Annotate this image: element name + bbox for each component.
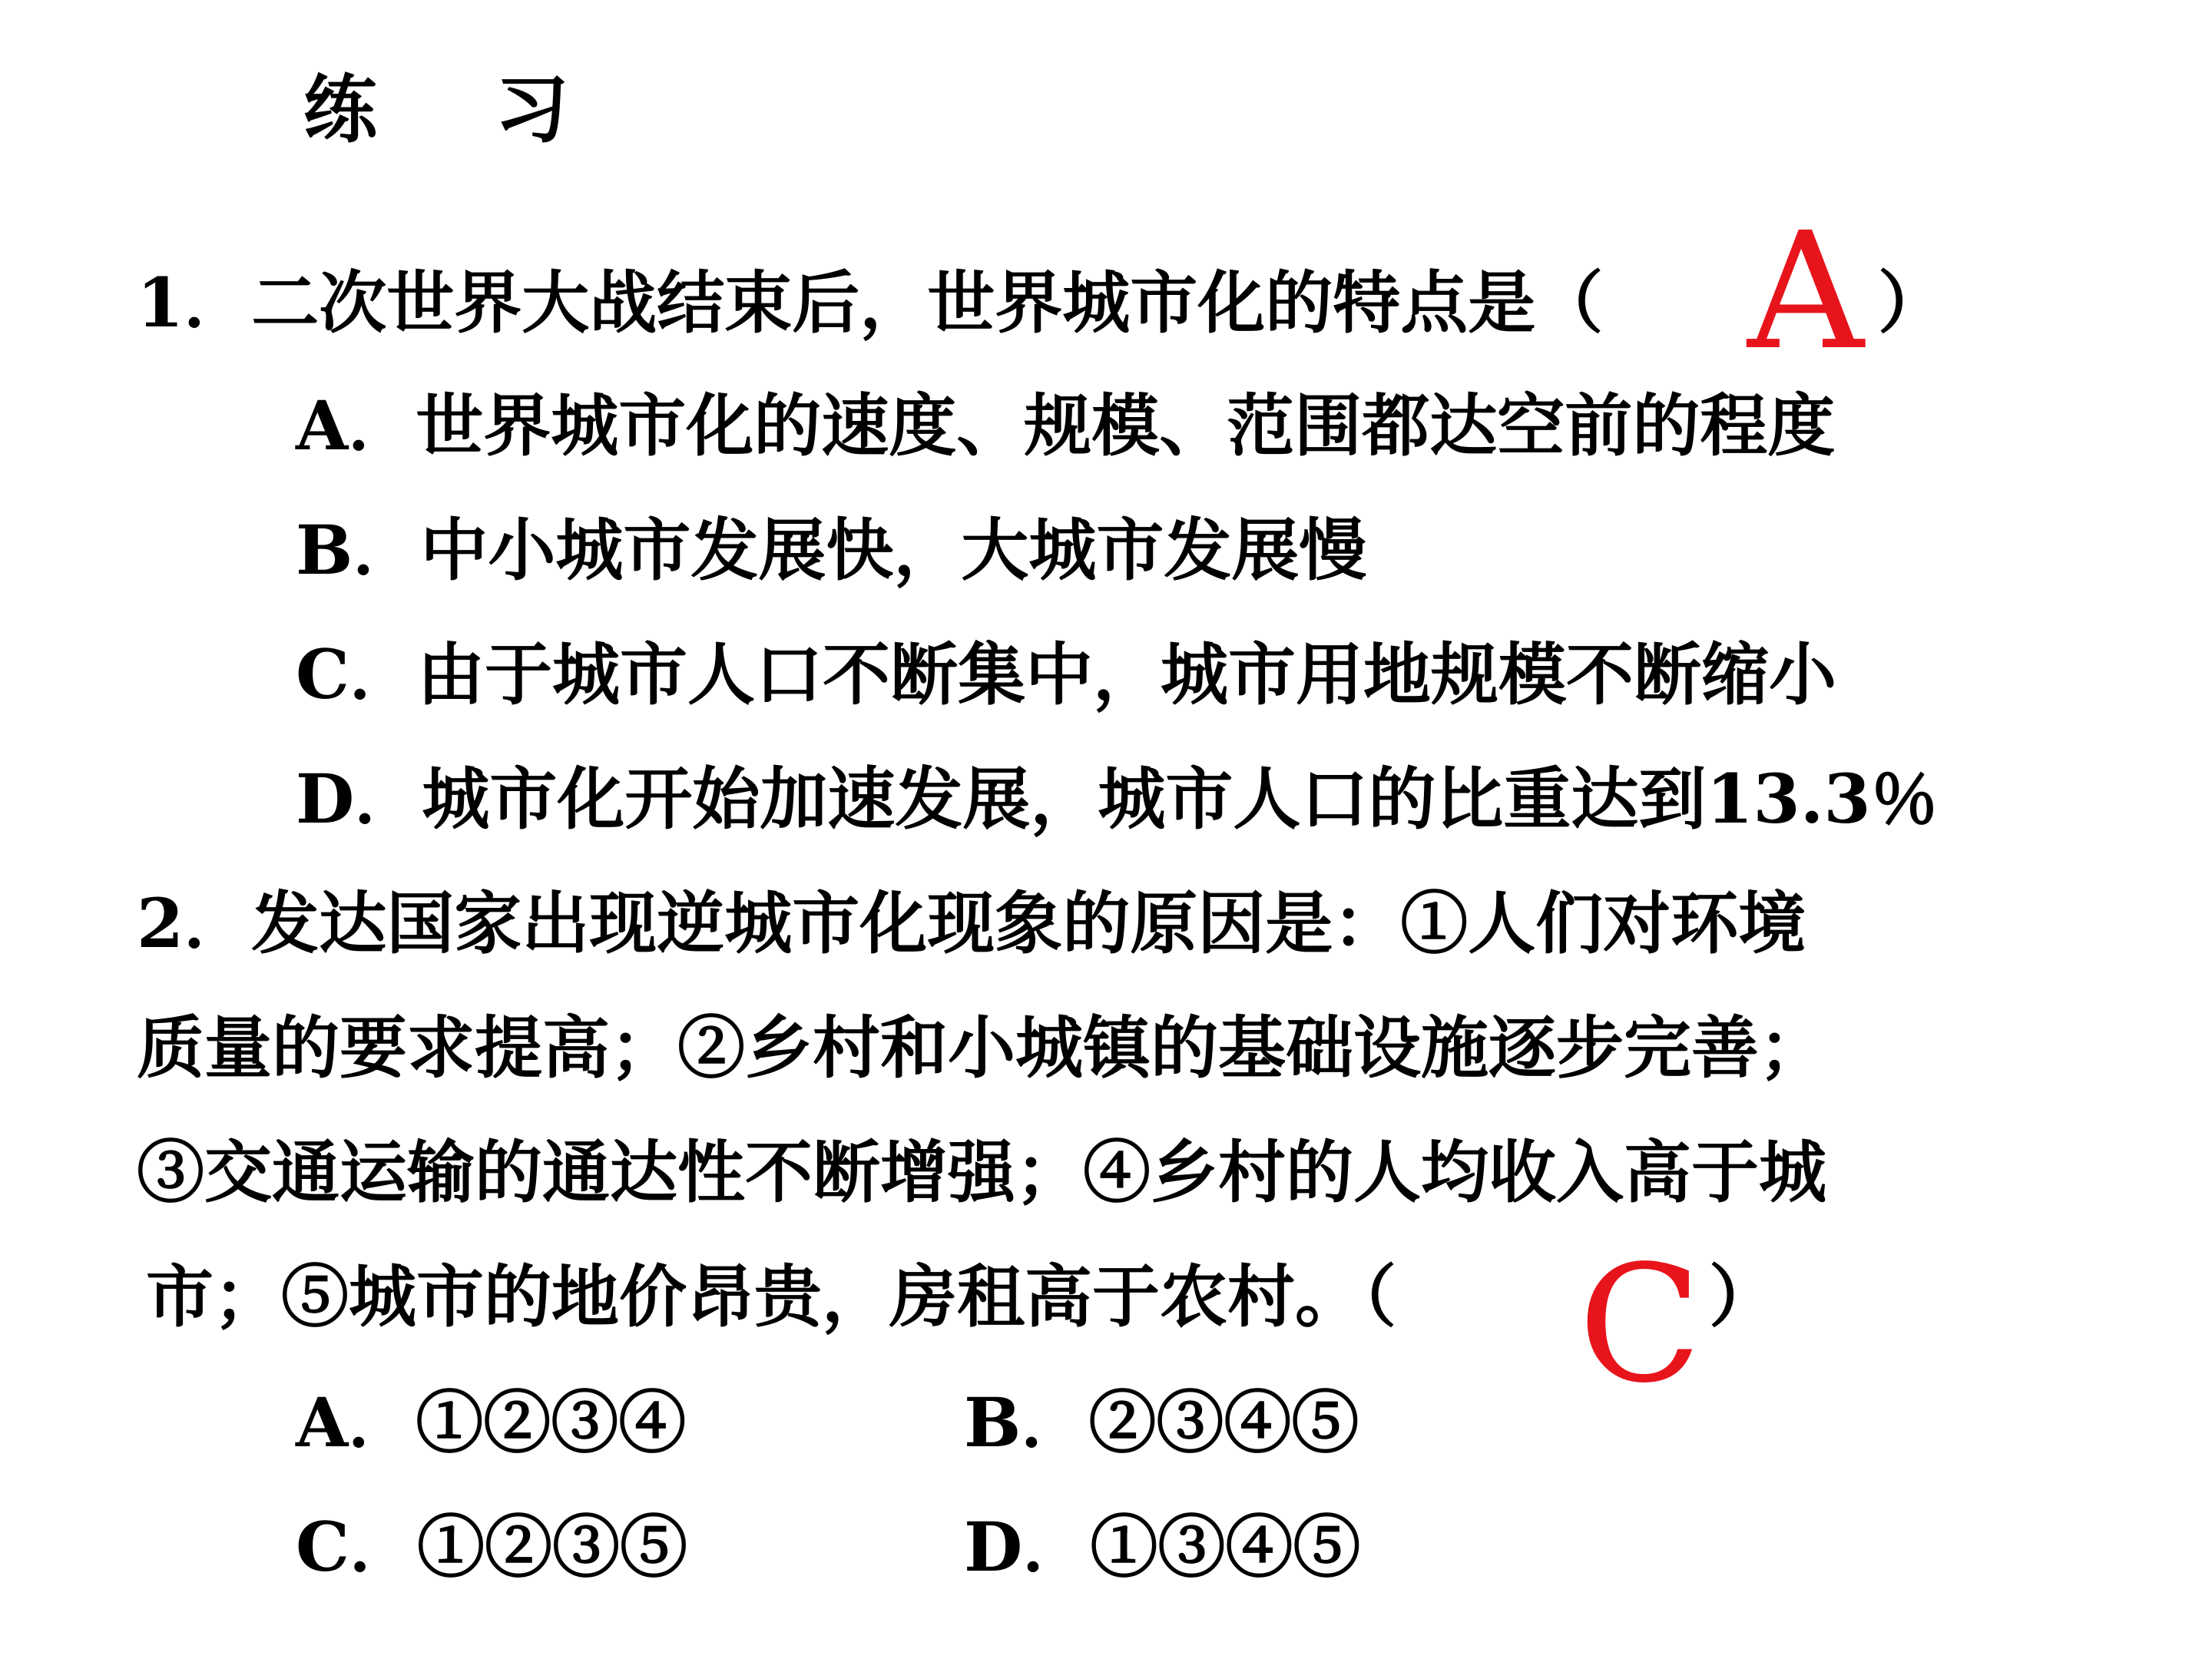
q2-option-b: B．②③④⑤: [964, 1382, 1359, 1462]
q1-option-a: A．世界城市化的速度、规模、范围都达空前的程度: [296, 386, 1836, 465]
q1-stem-line: [137, 263, 1604, 343]
page-title: 练 习: [303, 66, 615, 153]
q1-option-d: D．城市化开始加速发展，城市人口的比重达到13.3％: [296, 759, 1939, 839]
q2-answer: C: [1578, 1230, 1702, 1419]
q1-stem: 1．二次世界大战结束后，世界城市化的特点是（: [137, 263, 1604, 343]
q1-option-c: C．由于城市人口不断集中，城市用地规模不断缩小: [296, 634, 1837, 714]
q1-option-b: B．中小城市发展快，大城市发展慢: [296, 510, 1367, 590]
q1-close-paren: ）: [1878, 263, 1946, 343]
q2-stem-line-1: 2．发达国家出现逆城市化现象的原因是：①人们对环境: [137, 883, 1806, 963]
q2-option-a: A．①②③④: [296, 1382, 687, 1462]
q2-option-c: C．①②③⑤: [296, 1507, 688, 1587]
q2-option-d: D．①③④⑤: [964, 1507, 1361, 1587]
q1-answer: A: [1747, 197, 1864, 386]
q2-stem-line-4: 市；⑤城市的地价昂贵，房租高于农村。（: [146, 1257, 1397, 1336]
q2-stem-line-2: 质量的要求提高；②乡村和小城镇的基础设施逐步完善；: [137, 1008, 1827, 1088]
q2-close-paren: ）: [1709, 1257, 1777, 1336]
q2-stem-line-3: ③交通运输的通达性不断增强；④乡村的人均收入高于城: [137, 1132, 1827, 1212]
